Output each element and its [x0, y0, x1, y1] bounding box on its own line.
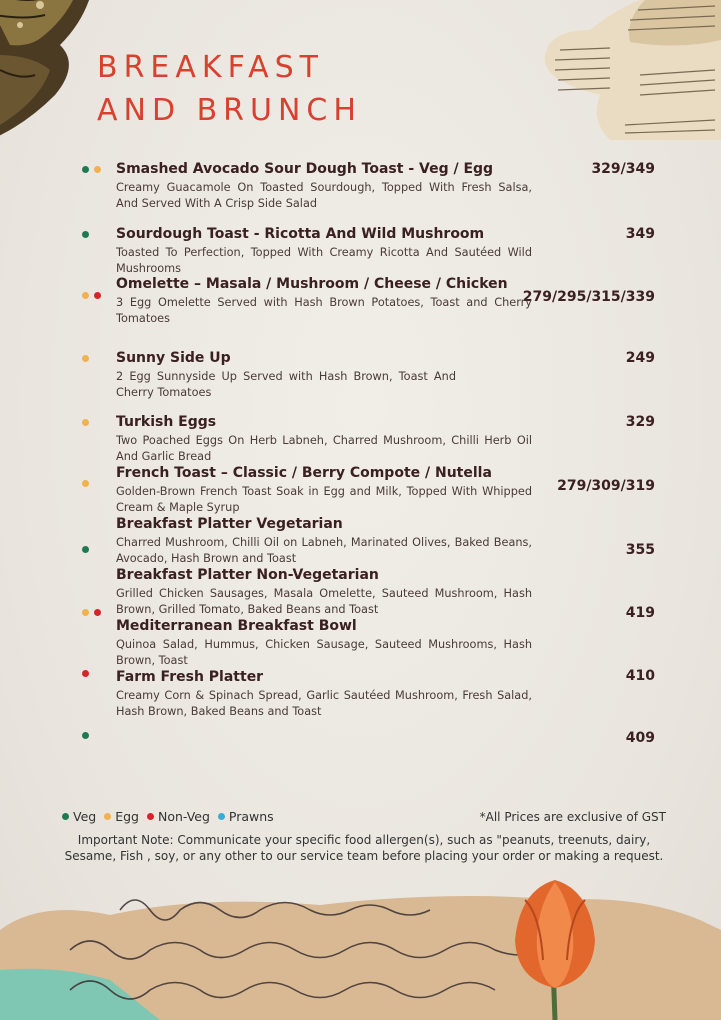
item-description: Golden-Brown French Toast Soak in Egg and Milk, Topped With Whipped Cream & Maple Syrup — [116, 485, 532, 514]
legend-veg — [62, 809, 96, 824]
diet-indicators — [82, 480, 89, 487]
allergen-note: Important Note: Communicate your specific food allergen(s), such as "peanuts, treenuts, dairy, Sesame, Fish , soy, or any other to our service team before placing your order or making a request. — [64, 833, 664, 863]
item-description: 3 Egg Omelette Served with Hash Brown Potatoes, Toast and Cherry Tomatoes — [116, 296, 532, 325]
egg-dot-icon — [94, 166, 101, 173]
item-price: 279/295/315/339 — [522, 289, 655, 305]
item-price: 409 — [625, 730, 655, 746]
veg-dot-icon — [82, 546, 89, 553]
diet-indicators — [82, 609, 101, 616]
veg-dot-icon — [82, 231, 89, 238]
egg-dot-icon — [104, 813, 111, 820]
diet-indicators — [82, 732, 89, 739]
title-line-1: BREAKFAST — [97, 50, 324, 85]
item-description: Quinoa Salad, Hummus, Chicken Sausage, Sauteed Mushrooms, Hash Brown, Toast — [116, 638, 532, 667]
legend-prawns-label: Prawns — [228, 809, 274, 824]
diet-indicators — [82, 419, 89, 426]
veg-dot-icon — [82, 732, 89, 739]
item-price: 419 — [625, 605, 655, 621]
diet-indicators — [82, 546, 89, 553]
tulip-flower-icon — [495, 870, 615, 1020]
item-name: Sourdough Toast - Ricotta And Wild Mushroom — [116, 226, 485, 242]
legend-nonveg — [147, 809, 210, 824]
diet-indicators — [82, 670, 89, 677]
menu-title — [97, 46, 362, 132]
item-description: Charred Mushroom, Chilli Oil on Labneh, Marinated Olives, Baked Beans, Avocado, Hash Brown and Toast — [116, 536, 532, 565]
legend-prawns — [218, 809, 274, 824]
item-description: Creamy Guacamole On Toasted Sourdough, Topped With Fresh Salsa, And Served With A Crisp Side Salad — [116, 181, 532, 210]
gst-note: *All Prices are exclusive of GST — [479, 810, 666, 824]
item-price: 410 — [625, 668, 655, 684]
title-line-2: AND BRUNCH — [97, 93, 362, 128]
item-price: 355 — [625, 542, 655, 558]
item-name: French Toast – Classic / Berry Compote / Nutella — [116, 465, 492, 481]
butterfly-decoration — [0, 0, 100, 140]
item-name: Breakfast Platter Vegetarian — [116, 516, 343, 532]
item-price: 349 — [625, 226, 655, 242]
egg-dot-icon — [82, 609, 89, 616]
veg-dot-icon — [62, 813, 69, 820]
diet-indicators — [82, 292, 101, 299]
egg-dot-icon — [82, 292, 89, 299]
item-description: Two Poached Eggs On Herb Labneh, Charred Mushroom, Chilli Herb Oil And Garlic Bread — [116, 434, 532, 463]
nonveg-dot-icon — [94, 609, 101, 616]
egg-dot-icon — [82, 355, 89, 362]
diet-legend — [62, 809, 274, 824]
item-price: 279/309/319 — [557, 478, 655, 494]
legend-egg — [104, 809, 139, 824]
item-description: Creamy Corn & Spinach Spread, Garlic Sautéed Mushroom, Fresh Salad, Hash Brown, Baked Beans and Toast — [116, 689, 532, 718]
item-price: 329 — [625, 414, 655, 430]
diet-indicators — [82, 166, 101, 173]
nonveg-dot-icon — [94, 292, 101, 299]
item-name: Smashed Avocado Sour Dough Toast - Veg / Egg — [116, 161, 494, 177]
prawns-dot-icon — [218, 813, 225, 820]
diet-indicators — [82, 355, 89, 362]
item-description: Toasted To Perfection, Topped With Creamy Ricotta And Sautéed Wild Mushrooms — [116, 246, 532, 275]
legend-veg-label: Veg — [73, 809, 97, 824]
egg-dot-icon — [82, 480, 89, 487]
item-name: Farm Fresh Platter — [116, 669, 264, 685]
item-name: Mediterranean Breakfast Bowl — [116, 618, 357, 634]
item-name: Omelette – Masala / Mushroom / Cheese / Chicken — [116, 276, 508, 292]
item-price: 329/349 — [591, 161, 655, 177]
veg-dot-icon — [82, 166, 89, 173]
item-description: 2 Egg Sunnyside Up Served with Hash Brown, Toast And Cherry Tomatoes — [116, 370, 456, 399]
egg-dot-icon — [82, 419, 89, 426]
item-name: Sunny Side Up — [116, 350, 231, 366]
diet-indicators — [82, 231, 89, 238]
legend-nonveg-label: Non-Veg — [158, 809, 210, 824]
nonveg-dot-icon — [147, 813, 154, 820]
nonveg-dot-icon — [82, 670, 89, 677]
item-description: Grilled Chicken Sausages, Masala Omelette, Sauteed Mushroom, Hash Brown, Grilled Tomato, Baked Beans and Toast — [116, 587, 532, 616]
item-name: Breakfast Platter Non-Vegetarian — [116, 567, 379, 583]
legend-egg-label: Egg — [115, 809, 139, 824]
item-price: 249 — [625, 350, 655, 366]
item-name: Turkish Eggs — [116, 414, 217, 430]
newspaper-decoration — [530, 0, 721, 140]
